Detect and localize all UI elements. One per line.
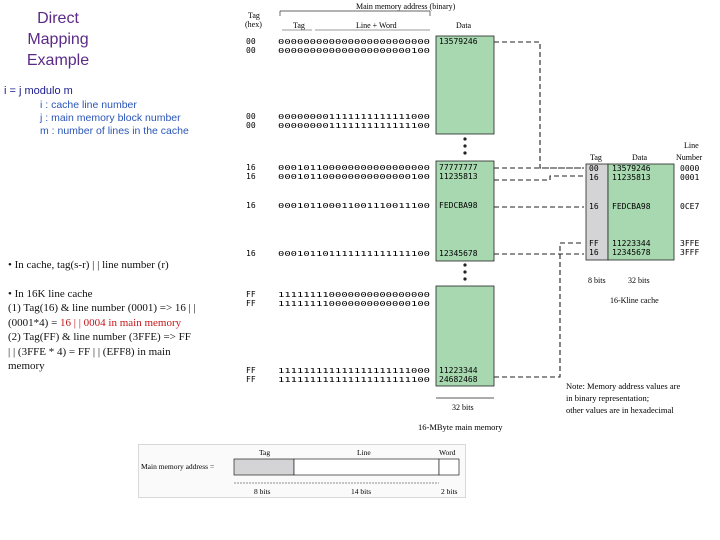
memory-row-tag: 00 [246, 121, 256, 130]
cache-row-data: 11235813 [612, 173, 651, 182]
memory-row-data: 24682468 [439, 375, 478, 384]
title-line: Direct [37, 10, 79, 27]
memory-row-address: 000000000000000000000100 [278, 47, 430, 55]
header-main-address: Main memory address (binary) [356, 2, 456, 11]
field-word-name: Word [439, 448, 456, 457]
memory-row-data: 77777777 [439, 163, 478, 172]
memory-row-tag: 16 [246, 201, 256, 210]
cache-header-data: Data [632, 153, 648, 162]
field-word [439, 459, 459, 475]
cache-row-tag: FF [589, 239, 599, 248]
title-line: Mapping [27, 31, 89, 48]
bullet-step-2-end: memory [8, 360, 45, 372]
memory-row-data: 12345678 [439, 249, 478, 258]
bullet-step-1: (1) Tag(16) & line number (0001) => 16 | | [8, 302, 196, 314]
memory-row-tag: 16 [246, 249, 256, 258]
formula-definitions [40, 99, 189, 138]
bullet-tag-line: • In cache, tag(s-r) | | line number (r) [8, 259, 169, 271]
memory-row-address: 111111110000000000000100 [278, 300, 430, 308]
memory-row-data: 13579246 [439, 37, 478, 46]
note-line-2: in binary representation; [566, 393, 650, 403]
cache-header-number: Number [676, 153, 703, 162]
cache-row-data: 13579246 [612, 164, 651, 173]
bullet-step-1-result [8, 316, 238, 331]
cache-row-data: FEDCBA98 [612, 202, 651, 211]
note-line-1: Note: Memory address values are [566, 381, 681, 391]
bullet-highlight: 16 | | 0004 in main memory [60, 316, 182, 329]
field-line [294, 459, 439, 475]
header-tag-hex-unit: (hex) [245, 20, 262, 29]
memory-row-tag: FF [246, 299, 256, 308]
header-line-word: Line + Word [356, 21, 397, 30]
cache-row-data: 11223344 [612, 239, 651, 248]
cache-header-line: Line [684, 141, 699, 150]
cache-bits-data: 32 bits [628, 276, 650, 285]
memory-caption: 16-MByte main memory [418, 422, 503, 432]
slide-title [8, 8, 108, 71]
memory-row-address: 000000001111111111111100 [278, 122, 430, 130]
memory-row-tag: 00 [246, 112, 256, 121]
cache-row-line: 0CE7 [680, 202, 700, 211]
memory-row-address: 000101101111111111111100 [278, 250, 430, 258]
field-tag-bits: 8 bits [254, 487, 271, 496]
cache-header-tag: Tag [590, 153, 602, 162]
cache-row-line: 0001 [680, 173, 700, 182]
note-line-3: other values are in hexadecimal [566, 405, 674, 415]
address-format-label: Main memory address = [141, 462, 215, 471]
address-format-diagram [139, 445, 465, 497]
memory-row-tag: 16 [246, 172, 256, 181]
memory-row-address: 111111111111111111111100 [278, 376, 430, 384]
memory-row-tag: 16 [246, 163, 256, 172]
cache-row-tag: 16 [589, 248, 599, 257]
memory-row-address: 000101100000000000000100 [278, 173, 430, 181]
memory-row-tag: FF [246, 366, 256, 375]
memory-row-address: 000101100011001110011100 [278, 202, 430, 210]
mapping-formula: i = j modulo m [4, 85, 73, 97]
mapping-diagram [240, 0, 714, 435]
cache-row-line: 3FFF [680, 248, 700, 257]
memory-row-address: 000101100000000000000000 [278, 164, 430, 172]
field-tag-name: Tag [259, 448, 271, 457]
bullet-16k-example [8, 287, 238, 374]
memory-row-tag: 00 [246, 37, 256, 46]
header-tag-hex: Tag [248, 11, 260, 20]
field-word-bits: 2 bits [441, 487, 458, 496]
memory-row-tag: FF [246, 375, 256, 384]
definition-i: i : cache line number [40, 99, 137, 111]
memory-row-tag: 00 [246, 46, 256, 55]
bullet-calc: (0001*4) = [8, 316, 61, 329]
field-tag [234, 459, 294, 475]
bullet-intro: • In 16K line cache [8, 287, 93, 300]
memory-bits-label: 32 bits [452, 403, 474, 412]
field-line-bits: 14 bits [351, 487, 372, 496]
cache-row-tag: 00 [589, 164, 599, 173]
memory-row-address: 000000001111111111111000 [278, 113, 430, 121]
memory-row-data: 11223344 [439, 366, 478, 375]
memory-row-address: 111111111111111111111000 [278, 367, 430, 375]
definition-m: m : number of lines in the cache [40, 125, 189, 137]
explanation-bullets [8, 258, 238, 374]
title-line: Example [26, 52, 90, 69]
memory-row-data: FEDCBA98 [439, 201, 478, 210]
memory-row-address: 000000000000000000000000 [278, 38, 430, 46]
cache-bits-tag: 8 bits [588, 276, 606, 285]
memory-row-address: 111111110000000000000000 [278, 291, 430, 299]
memory-block-group [436, 36, 494, 134]
main-memory-column [436, 36, 494, 386]
field-line-name: Line [357, 448, 371, 457]
mapping-arrows [494, 42, 584, 377]
memory-row-tag: FF [246, 290, 256, 299]
bullet-step-2: (2) Tag(FF) & line number (3FFE) => FF [8, 331, 191, 343]
cache-row-tag: 16 [589, 202, 599, 211]
cache-row-line: 0000 [680, 164, 700, 173]
definition-j: j : main memory block number [40, 112, 181, 124]
header-data: Data [456, 21, 472, 30]
memory-row-data: 11235813 [439, 172, 478, 181]
bullet-step-2-cont: | | (3FFE * 4) = FF | | (EFF8) in main [8, 345, 171, 358]
header-tag: Tag [293, 21, 305, 30]
cache-row-tag: 16 [589, 173, 599, 182]
cache-row-line: 3FFE [680, 239, 700, 248]
direct-mapping-figure [240, 0, 714, 435]
cache-caption: 16-Kline cache [610, 296, 659, 305]
address-format-box [138, 444, 466, 498]
cache-row-data: 12345678 [612, 248, 651, 257]
